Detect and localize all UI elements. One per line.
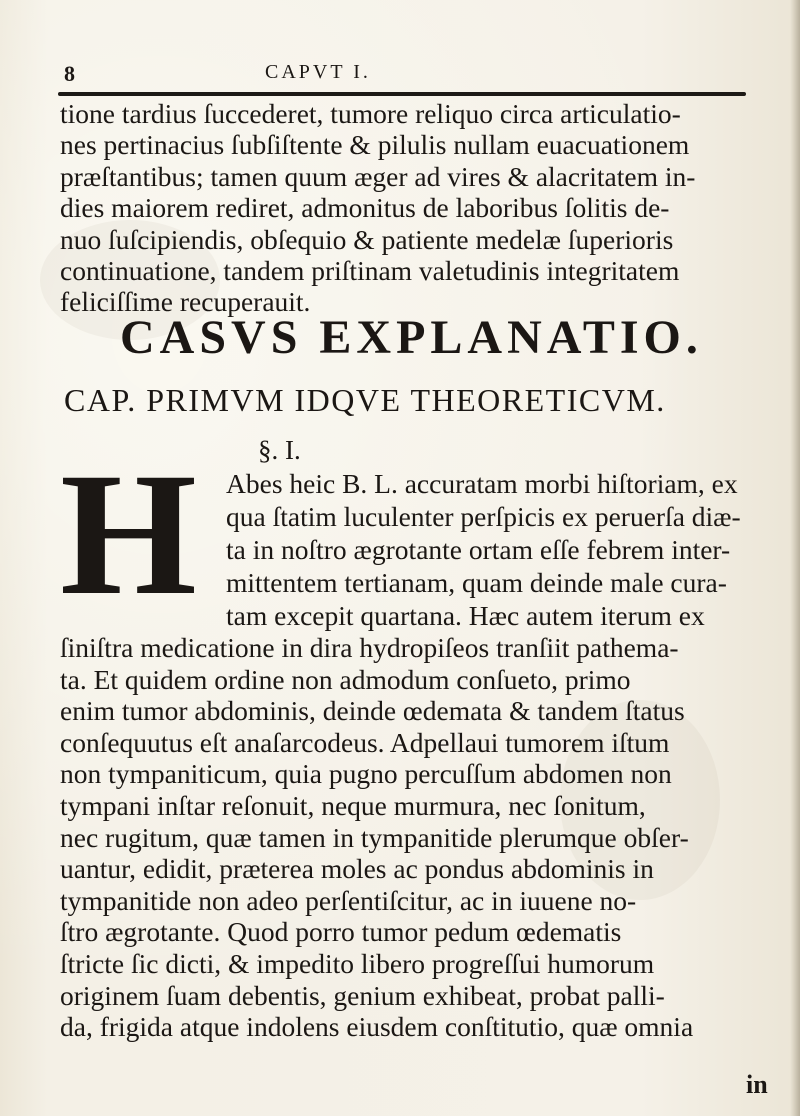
text-line: ſtro ægrotante. Quod porro tumor pedum œdematis <box>60 916 622 948</box>
text-line: dies maiorem rediret, admonitus de laboribus ſolitis de- <box>60 192 670 224</box>
page-header <box>60 55 760 85</box>
catchword: in <box>746 1070 768 1099</box>
text-line: qua ſtatim luculenter perſpicis ex peruerſa diæ- <box>226 501 741 532</box>
text-line: præſtantibus; tamen quum æger ad vires & alacritatem in- <box>60 160 696 192</box>
main-paragraph <box>60 632 776 1043</box>
chapter-heading: CAP. PRIMVM IDQVE THEORETICVM. <box>64 382 666 418</box>
text-line: da, frigida atque indolens eiusdem conſtitutio, quæ omnia <box>60 1011 694 1043</box>
text-line: tione tardius ſuccederet, tumore reliquo circa articulatio- <box>60 98 681 129</box>
drop-cap: H <box>60 437 197 632</box>
text-line: nec rugitum, quæ tamen in tympanitide plerumque obſer- <box>60 821 689 853</box>
text-line: tympani inſtar reſonuit, neque murmura, nec ſonitum, <box>60 789 646 821</box>
text-line: continuatione, tandem priſtinam valetudinis integritatem <box>60 254 680 286</box>
text-line: nuo ſuſcipiendis, obſequio & patiente medelæ ſuperioris <box>60 223 674 255</box>
top-paragraph <box>60 98 772 318</box>
text-line: tam excepit quartana. Hæc autem iterum ex <box>226 600 705 631</box>
text-line: uantur, edidit, præterea moles ac pondus abdominis in <box>60 853 654 885</box>
text-line: originem ſuam debentis, genium exhibeat, probat palli- <box>60 979 665 1011</box>
running-head: CAPVT I. <box>265 61 371 83</box>
section-mark: §. I. <box>258 435 301 465</box>
page-edge <box>790 0 800 1116</box>
text-line: conſequutus eſt anaſarcodeus. Adpellaui tumorem iſtum <box>60 726 670 758</box>
page-number: 8 <box>64 61 75 86</box>
text-line: ſtricte ſic dicti, & impedito libero progreſſui humorum <box>60 947 655 979</box>
header-rule <box>58 92 746 96</box>
text-line: Abes heic B. L. accuratam morbi hiſtoriam, ex <box>226 468 738 499</box>
text-line: tympanitide non adeo perſentiſcitur, ac in iuuene no- <box>60 884 637 916</box>
text-line: nes pertinacius ſubſiſtente & pilulis nullam euacuationem <box>60 129 690 161</box>
drop-cap-paragraph <box>226 467 776 632</box>
section-heading: CASVS EXPLANATIO. <box>120 311 703 364</box>
text-line: non tympaniticum, quia pugno percuſſum abdomen non <box>60 758 672 790</box>
text-line: mittentem tertianam, quam deinde male cura- <box>226 567 727 598</box>
text-line: ta in noſtro ægrotante ortam eſſe febrem inter- <box>226 534 731 565</box>
text-line: enim tumor abdominis, deinde œdemata & tandem ſtatus <box>60 695 685 727</box>
text-line: feliciſſime recuperauit. <box>60 286 311 318</box>
text-line: ſiniſtra medicatione in dira hydropiſeos tranſiit pathema- <box>60 632 679 663</box>
text-line: ta. Et quidem ordine non admodum conſueto, primo <box>60 663 631 695</box>
